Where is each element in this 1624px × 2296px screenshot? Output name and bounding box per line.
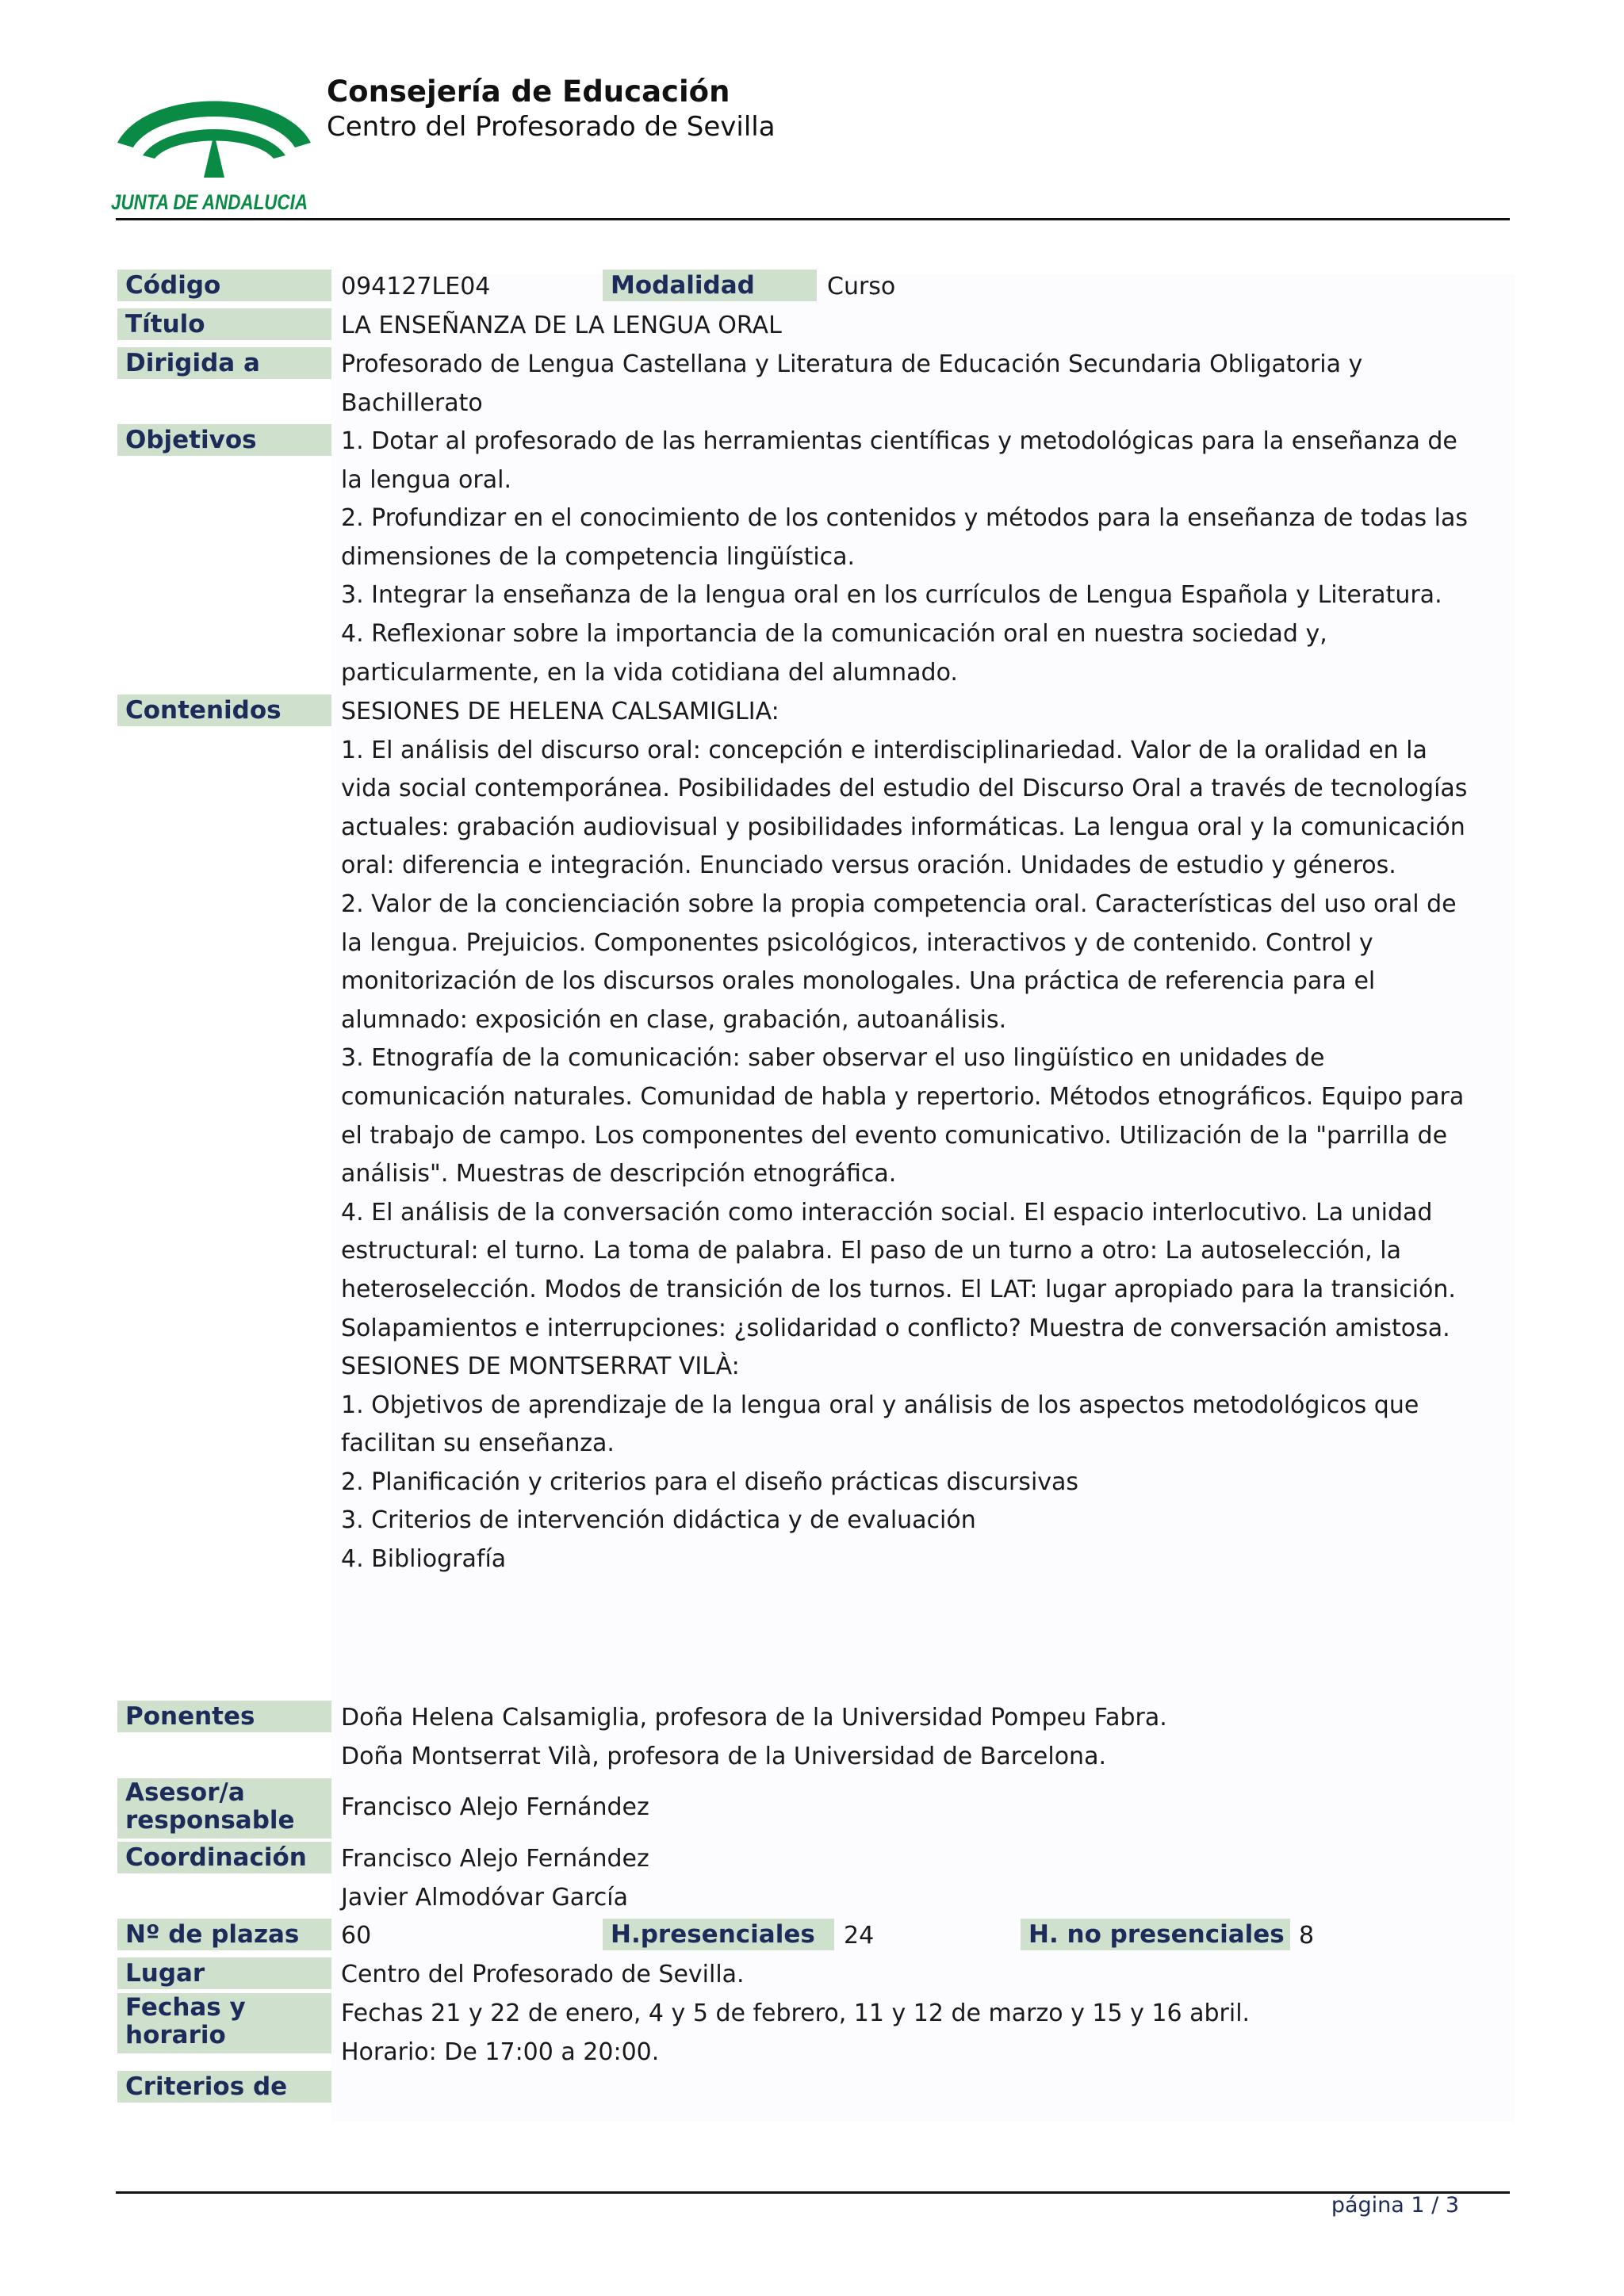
text-line: 3. Criterios de intervención didáctica y de evaluación [341,1506,976,1535]
text-line: Javier Almodóvar García [341,1883,629,1911]
text-line: Horario: De 17:00 a 20:00. [341,2038,660,2066]
text-line: 4. El análisis de la conversación como interacción social. El espacio interlocutivo. La unidad [341,1198,1433,1226]
text-line: la lengua. Prejuicios. Componentes psicológicos, interactivos y de contenido. Control y [341,928,1373,957]
text-line: 1. Objetivos de aprendizaje de la lengua oral y análisis de los aspectos metodológicos que [341,1391,1419,1419]
label-dirigida: Dirigida a [117,347,331,379]
value-modalidad: Curso [827,273,896,300]
label-objetivos: Objetivos [117,424,331,456]
label-codigo: Código [117,270,331,301]
text-line: Solapamientos e interrupciones: ¿solidaridad o conflicto? Muestra de conversación amistosa. [341,1314,1450,1342]
text-line: facilitan su enseñanza. [341,1429,615,1458]
text-line: heteroselección. Modos de transición de los turnos. El LAT: lugar apropiado para la transición. [341,1275,1456,1303]
label-asesor [117,1778,331,1839]
value-lugar: Centro del Profesorado de Sevilla. [341,1961,745,1988]
value-asesor: Francisco Alejo Fernández [341,1793,649,1821]
text-line: 3. Etnografía de la comunicación: saber observar el uso lingüístico en unidades de [341,1044,1325,1073]
text-line: Profesorado de Lengua Castellana y Literatura de Educación Secundaria Obligatoria y [341,350,1363,378]
text-line: vida social contemporánea. Posibilidades del estudio del Discurso Oral a través de tecnologías [341,775,1468,803]
text-line: comunicación naturales. Comunidad de habla y repertorio. Métodos etnográficos. Equipo para [341,1082,1465,1111]
value-plazas: 60 [341,1922,372,1950]
text-line: 3. Integrar la enseñanza de la lengua oral en los currículos de Lengua Española y Literatura. [341,581,1442,610]
text-line: análisis". Muestras de descripción etnográfica. [341,1160,897,1188]
label-contenidos: Contenidos [117,695,331,726]
value-ponentes [341,1699,1515,1776]
label-criterios: Criterios de [117,2071,331,2103]
label-plazas: Nº de plazas [117,1919,331,1950]
value-objetivos [341,423,1515,692]
label-h-presenciales: H.presenciales [603,1919,834,1950]
text-line: Bachillerato [341,388,483,417]
label-modalidad: Modalidad [603,270,817,301]
text-line: la lengua oral. [341,465,511,494]
label-line: horario [125,2021,226,2049]
text-line: actuales: grabación audiovisual y posibilidades informáticas. La lengua oral y la comunicación [341,813,1465,841]
label-line: Fechas y [125,1993,246,2022]
text-line: particularmente, en la vida cotidiana del alumnado. [341,658,958,687]
logo-text: JUNTA DE ANDALUCIA [111,190,308,214]
org-name: Consejería de Educación [327,75,730,109]
value-dirigida [341,346,1515,423]
value-coordinacion [341,1840,1515,1917]
text-line: dimensiones de la competencia lingüística. [341,542,856,571]
label-fechas [117,1993,331,2053]
text-line: 1. Dotar al profesorado de las herramientas científicas y metodológicas para la enseñanza de [341,427,1457,455]
text-line: monitorización de los discursos orales monologales. Una práctica de referencia para el [341,967,1376,996]
value-h-no-presenciales: 8 [1299,1922,1315,1950]
text-line: Fechas 21 y 22 de enero, 4 y 5 de febrero, 11 y 12 de marzo y 15 y 16 abril. [341,1999,1251,2027]
page-number: página 1 / 3 [1331,2193,1459,2218]
text-line: 2. Planificación y criterios para el diseño prácticas discursivas [341,1468,1079,1496]
text-line: estructural: el turno. La toma de palabra. El paso de un turno a otro: La autoselección, la [341,1237,1401,1265]
value-h-presenciales: 24 [844,1922,875,1950]
label-coordinacion: Coordinación [117,1842,331,1873]
text-line: Francisco Alejo Fernández [341,1845,649,1873]
text-line: 1. El análisis del discurso oral: concepción e interdisciplinariedad. Valor de la oralidad en la [341,736,1427,764]
text-line: 4. Reflexionar sobre la importancia de la comunicación oral en nuestra sociedad y, [341,619,1327,648]
value-contenidos [341,693,1515,1579]
value-codigo: 094127LE04 [341,273,491,300]
value-fechas [341,1995,1515,2072]
text-line: SESIONES DE HELENA CALSAMIGLIA: [341,698,779,725]
text-line: el trabajo de campo. Los componentes del evento comunicativo. Utilización de la "parrilla de [341,1121,1448,1150]
header-divider [116,218,1510,220]
center-name: Centro del Profesorado de Sevilla [327,111,776,143]
label-titulo: Título [117,308,331,340]
text-line: SESIONES DE MONTSERRAT VILÀ: [341,1353,740,1381]
footer-divider [116,2191,1510,2194]
label-h-no-presenciales: H. no presenciales [1021,1919,1290,1950]
text-line: oral: diferencia e integración. Enunciado versus oración. Unidades de estudio y géneros. [341,851,1396,880]
text-line: 2. Profundizar en el conocimiento de los contenidos y métodos para la enseñanza de todas las [341,504,1468,533]
text-line: Doña Helena Calsamiglia, profesora de la Universidad Pompeu Fabra. [341,1704,1167,1732]
label-lugar: Lugar [117,1957,331,1989]
text-line: 4. Bibliografía [341,1545,507,1574]
text-line: alumnado: exposición en clase, grabación, autoanálisis. [341,1005,1007,1034]
text-line: Doña Montserrat Vilà, profesora de la Universidad de Barcelona. [341,1742,1106,1770]
label-ponentes: Ponentes [117,1701,331,1732]
label-line: Asesor/a [125,1778,245,1807]
junta-de-andalucia-logo [111,73,317,216]
value-titulo: LA ENSEÑANZA DE LA LENGUA ORAL [341,312,782,339]
text-line: 2. Valor de la concienciación sobre la propia competencia oral. Características del uso oral de [341,890,1457,918]
label-line: responsable [125,1806,295,1835]
